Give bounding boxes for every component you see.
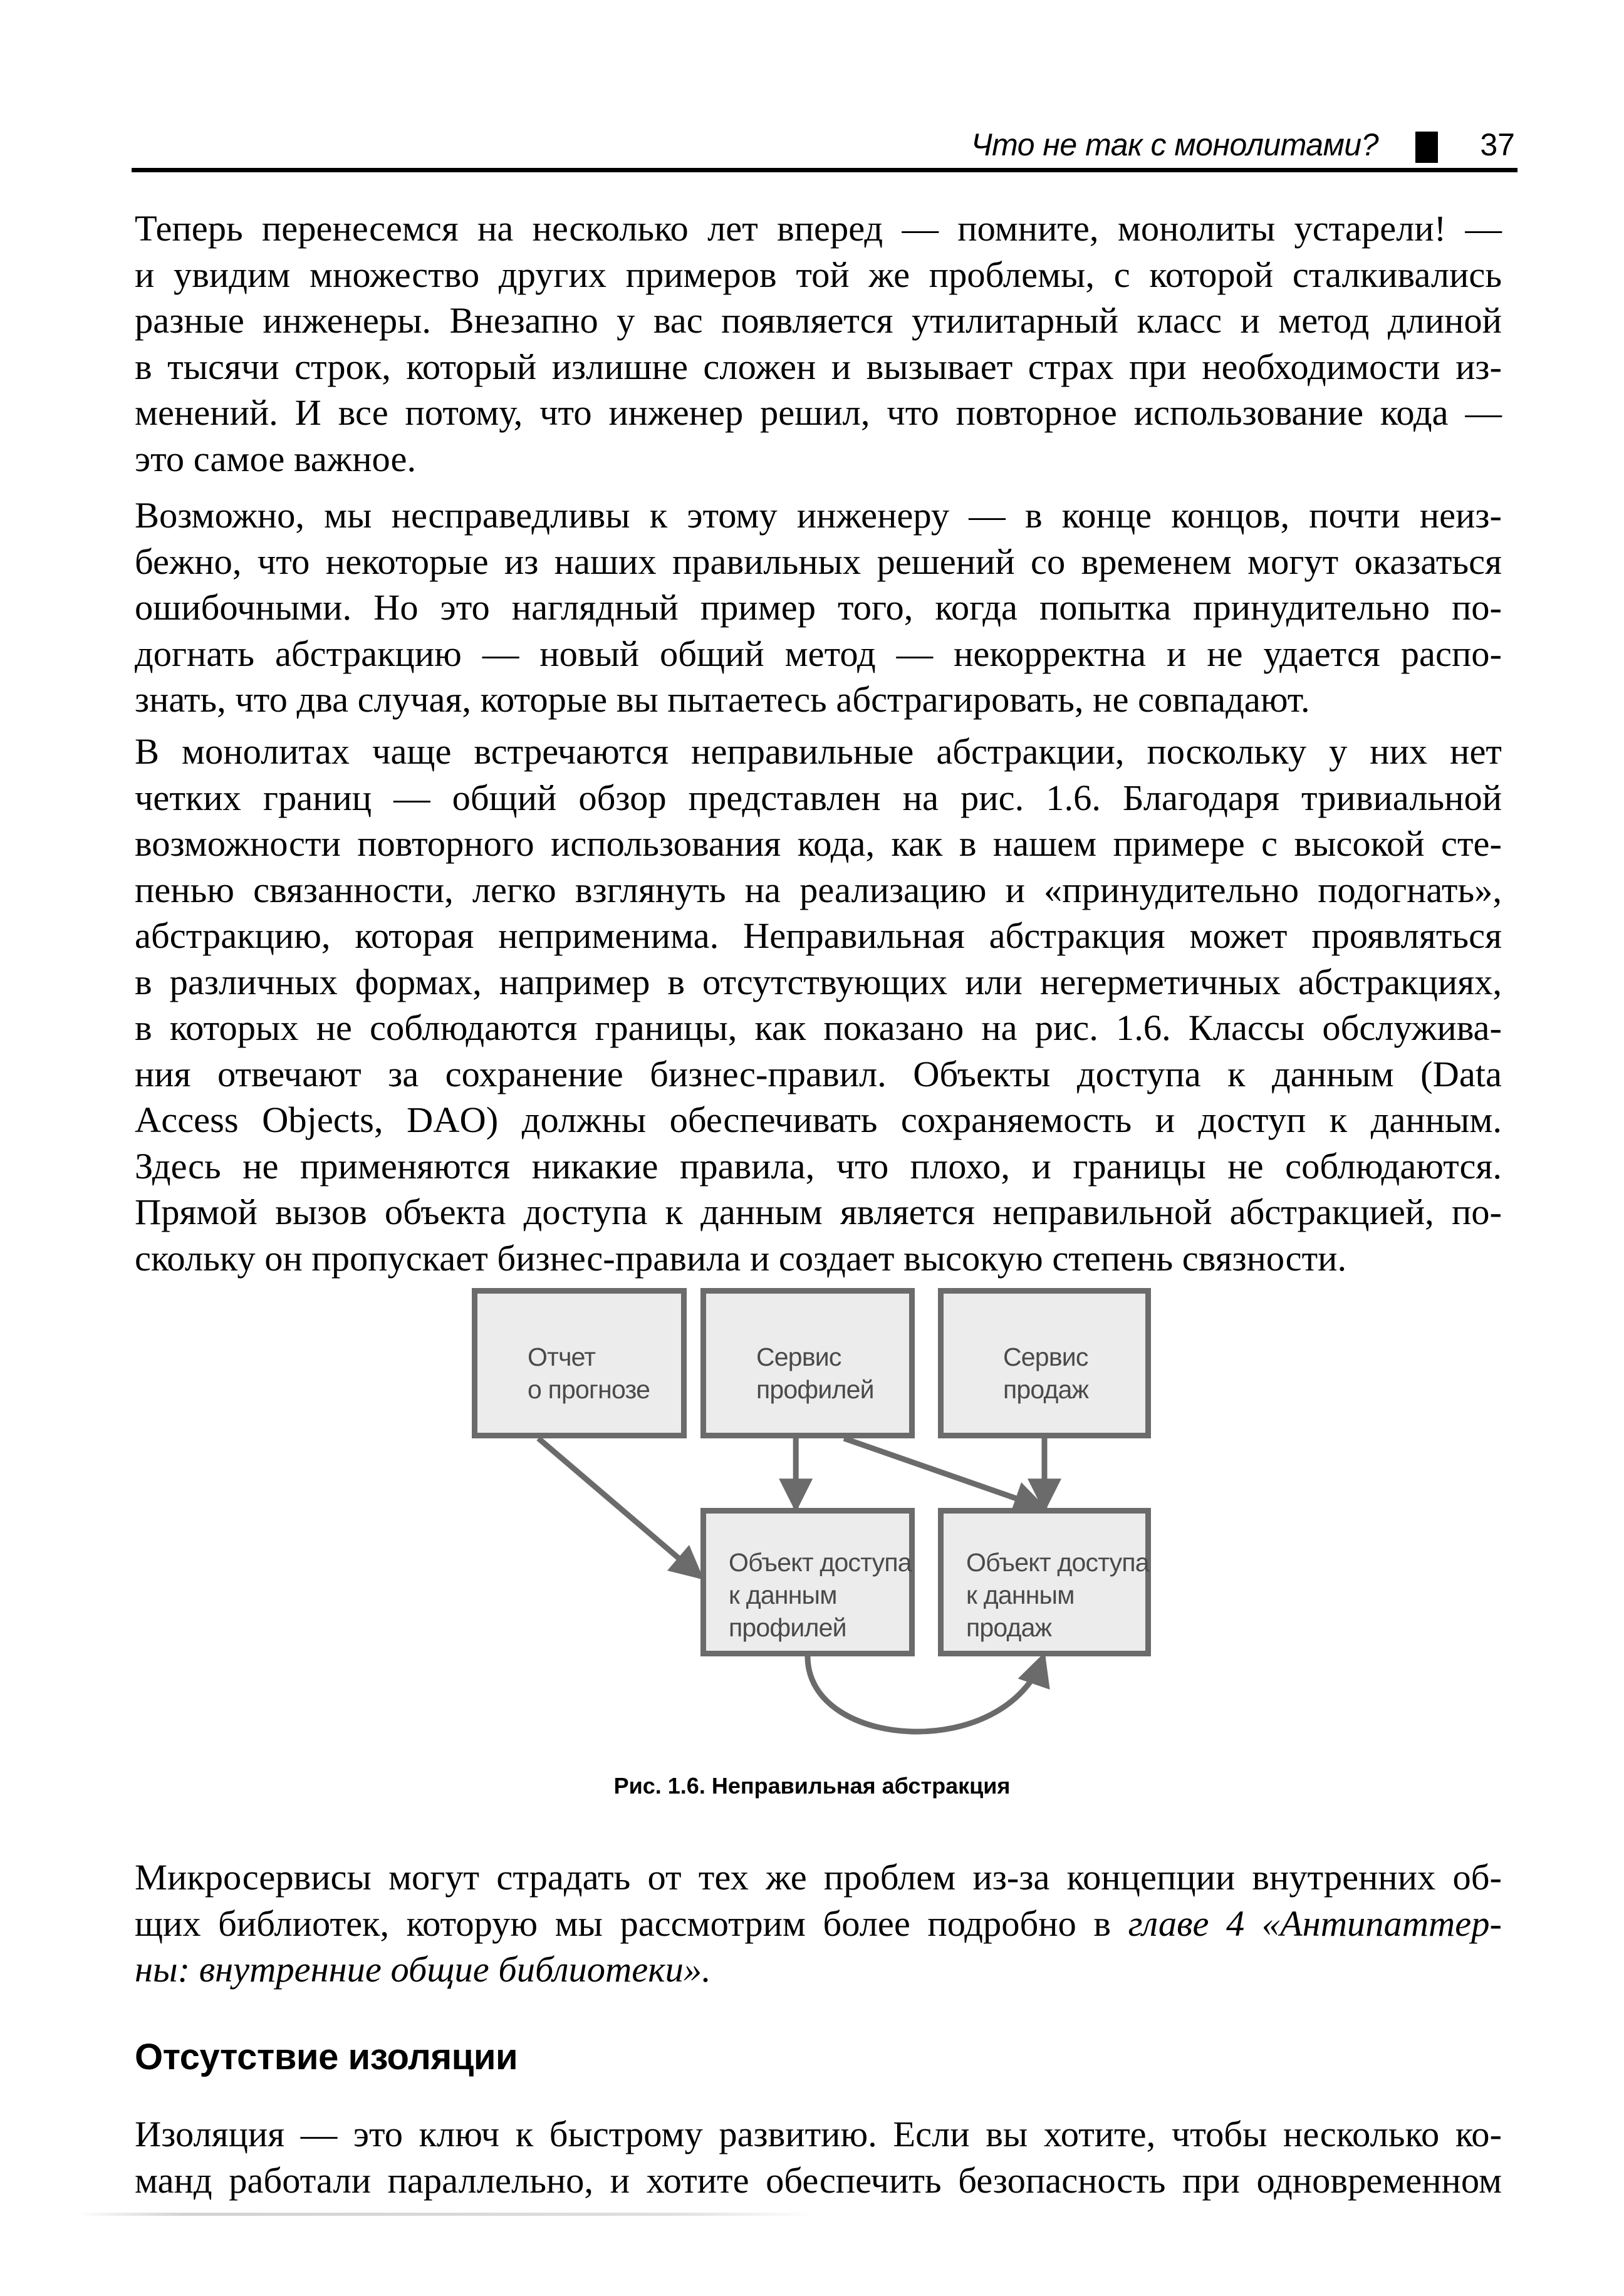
node-label-line: Сервис bbox=[756, 1343, 841, 1371]
node-label-line: к данным bbox=[729, 1581, 837, 1609]
text-line: бежно, что некоторые из наших правильных решений со временем могут оказаться bbox=[135, 541, 1502, 582]
text-run: Микросервисы могут страдать от тех же проблем из-за концепции внутренних об- bbox=[135, 1857, 1502, 1898]
node-label-line: Сервис bbox=[1003, 1343, 1088, 1371]
text-line: в тысячи строк, который излишне сложен и вызывает страх при необходимости из- bbox=[135, 346, 1502, 387]
text-line: Прямой вызов объекта доступа к данным является неправильной абстракцией, по- bbox=[135, 1192, 1502, 1232]
node-label-line: профилей bbox=[729, 1613, 846, 1642]
text-run: щих библиотек, которую мы рассмотрим более подробно в bbox=[135, 1903, 1128, 1944]
diagram-arrow-profile-service-to-sales-dao bbox=[844, 1438, 1043, 1508]
paragraph-2 bbox=[135, 492, 1502, 723]
text-line: ошибочными. Но это наглядный пример того, когда попытка принудительно по- bbox=[135, 587, 1502, 628]
text-line: ния отвечают за сохранение бизнес-правил. Объекты доступа к данным (Data bbox=[135, 1053, 1502, 1094]
running-head-marker bbox=[1415, 132, 1438, 163]
text-line: в которых не соблюдаются границы, как показано на рис. 1.6. Классы обслужива- bbox=[135, 1007, 1502, 1048]
diagram-node-profile-service bbox=[700, 1288, 915, 1438]
text-line: Изоляция — это ключ к быстрому развитию. Если вы хотите, чтобы несколько ко- bbox=[135, 2114, 1502, 2154]
figure-caption-number: Рис. 1.6. bbox=[613, 1773, 705, 1799]
text-line: скольку он пропускает бизнес-правила и создает высокую степень связности. bbox=[135, 1237, 1347, 1279]
text-line: Access Objects, DAO) должны обеспечивать сохраняемость и доступ к данным. bbox=[135, 1099, 1502, 1140]
node-label-line: продаж bbox=[1003, 1375, 1089, 1404]
running-head bbox=[132, 119, 1517, 172]
text-line: в различных формах, например в отсутствующих или негерметичных абстракциях, bbox=[135, 961, 1502, 1002]
text-line: и увидим множество других примеров той же проблемы, с которой сталкивались bbox=[135, 254, 1502, 295]
scan-artifact bbox=[75, 2213, 815, 2216]
text-line: знать, что два случая, которые вы пытаетесь абстрагировать, не совпадают. bbox=[135, 679, 1310, 720]
diagram-node-sales-dao bbox=[938, 1508, 1151, 1656]
figure-caption-text: Неправильная абстракция bbox=[711, 1773, 1011, 1799]
node-label-line: Объект доступа bbox=[729, 1548, 912, 1577]
diagram-node-sales-service bbox=[938, 1288, 1151, 1438]
text-line: манд работали параллельно, и хотите обеспечить безопасность при одновременном bbox=[135, 2159, 1502, 2201]
text-line: В монолитах чаще встречаются неправильные абстракции, поскольку у них нет bbox=[135, 731, 1502, 772]
chapter-reference: ны: внутренние общие библиотеки». bbox=[135, 1949, 711, 1990]
text-line: абстракцию, которая неприменима. Неправильная абстракция может проявляться bbox=[135, 915, 1502, 956]
paragraph-4 bbox=[135, 1854, 1502, 1993]
text-line bbox=[135, 1901, 1502, 1947]
section-heading: Отсутствие изоляции bbox=[135, 2037, 518, 2077]
page-number: 37 bbox=[1480, 127, 1515, 162]
text-line: это самое важное. bbox=[135, 438, 417, 479]
text-line: менений. И все потому, что инженер решил, что повторное использование кода — bbox=[135, 392, 1502, 433]
running-head-title: Что не так с монолитами? bbox=[971, 127, 1378, 162]
figure-caption bbox=[0, 1773, 1624, 1799]
text-line: Здесь не применяются никакие правила, что плохо, и границы не соблюдаются. bbox=[135, 1145, 1502, 1187]
text-line: Возможно, мы несправедливы к этому инженеру — в конце концов, почти неиз- bbox=[135, 495, 1502, 536]
node-label-line: о прогнозе bbox=[528, 1375, 650, 1404]
text-line: Теперь перенесемся на несколько лет вперед — помните, монолиты устарели! — bbox=[135, 208, 1502, 249]
node-label-line: к данным bbox=[966, 1581, 1075, 1609]
diagram-arrow-forecast-report-to-profile-dao bbox=[538, 1438, 700, 1577]
paragraph-3 bbox=[135, 729, 1502, 1281]
text-line bbox=[135, 1946, 1502, 1993]
node-label-line: продаж bbox=[966, 1613, 1052, 1642]
text-line bbox=[135, 1854, 1502, 1901]
diagram-node-forecast-report bbox=[472, 1288, 687, 1438]
chapter-reference: главе 4 «Антипаттер- bbox=[1128, 1903, 1502, 1944]
diagram-arrow-profile-dao-to-sales-dao bbox=[808, 1656, 1043, 1732]
paragraph-1 bbox=[135, 205, 1502, 482]
diagram-node-profile-dao bbox=[700, 1508, 915, 1656]
node-label-line: профилей bbox=[756, 1375, 874, 1404]
paragraph-5 bbox=[135, 2111, 1502, 2203]
text-line: пенью связанности, легко взглянуть на реализацию и «принудительно подогнать», bbox=[135, 869, 1502, 910]
node-label-line: Объект доступа bbox=[966, 1548, 1149, 1577]
node-label-line: Отчет bbox=[528, 1343, 596, 1371]
text-line: разные инженеры. Внезапно у вас появляется утилитарный класс и метод длиной bbox=[135, 300, 1502, 341]
text-line: догнать абстракцию — новый общий метод — некорректна и не удается распо- bbox=[135, 633, 1502, 674]
text-line: четких границ — общий обзор представлен на рис. 1.6. Благодаря тривиальной bbox=[135, 777, 1502, 818]
text-line: возможности повторного использования кода, как в нашем примере с высокой сте- bbox=[135, 823, 1502, 864]
